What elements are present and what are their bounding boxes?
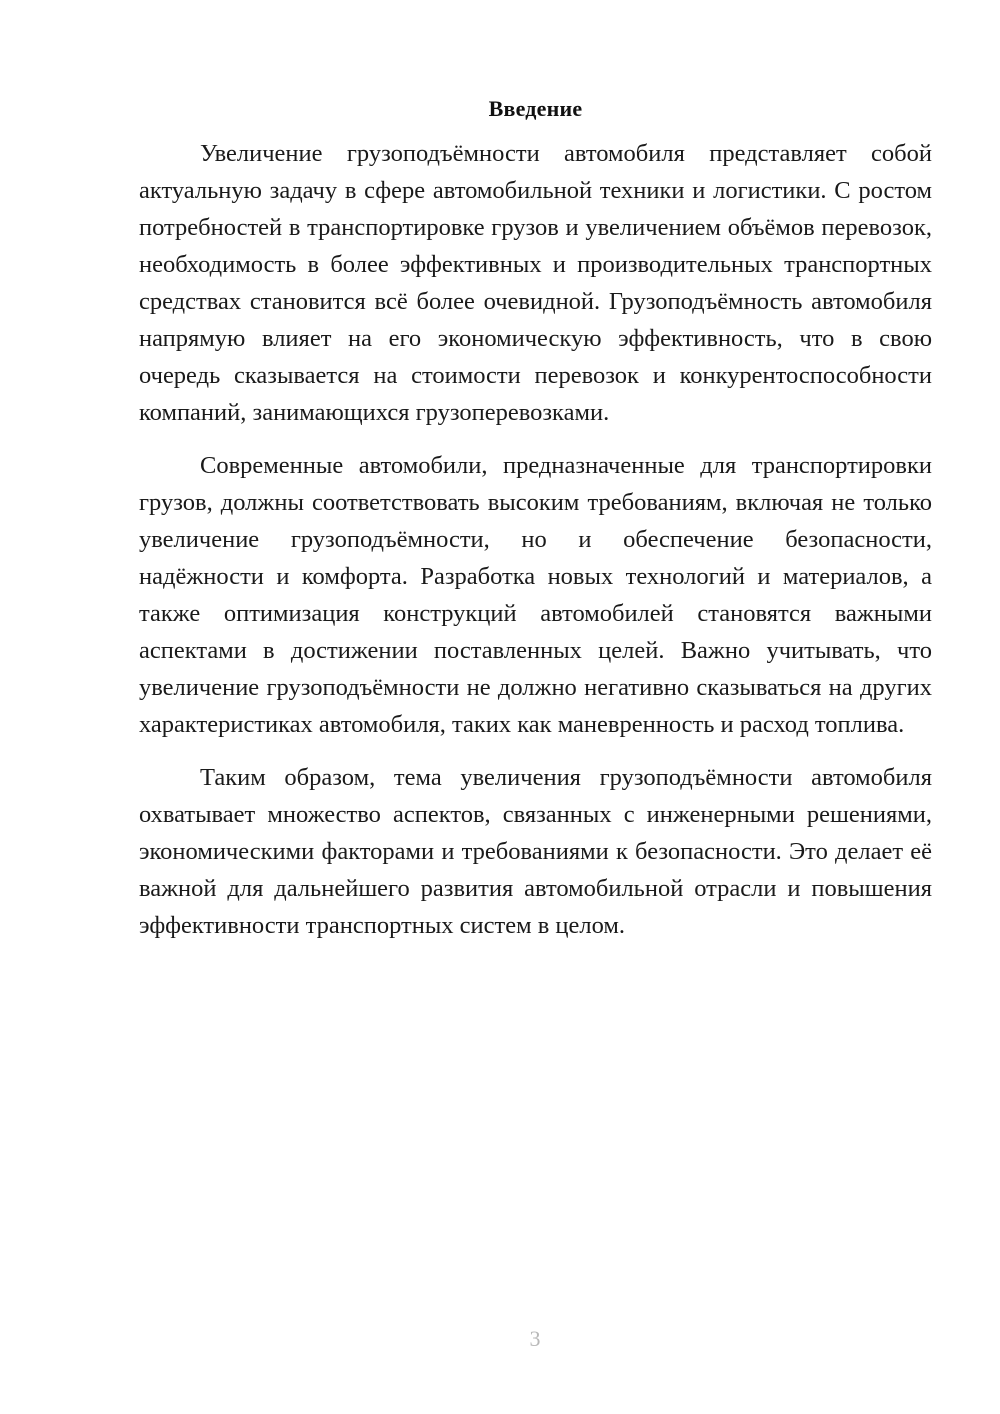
page-number: 3 bbox=[529, 1326, 541, 1351]
body-paragraph: Увеличение грузоподъёмности автомобиля представляет собой актуальную задачу в сфере автомобильной техники и логистики. С ростом потребностей в транспортировке грузов и увеличением объёмов перевозок, необходимость в более эффективных и производительных транспортных средствах становится всё более очевидной. Грузоподъёмность автомобиля напрямую влияет на его экономическую эффективность, что в свою очередь сказывается на стоимости перевозок и конкурентоспособности компаний, занимающихся грузоперевозками. bbox=[139, 140, 932, 426]
body-paragraph: Современные автомобили, предназначенные для транспортировки грузов, должны соответствовать высоким требованиям, включая не только увеличение грузоподъёмности, но и обеспечение безопасности, надёжности и комфорта. Разработка новых технологий и материалов, а также оптимизация конструкций автомобилей становятся важными аспектами в достижении поставленных целей. Важно учитывать, что увеличение грузоподъёмности не должно негативно сказываться на других характеристиках автомобиля, таких как маневренность и расход топлива. bbox=[139, 452, 932, 738]
body-paragraph: Таким образом, тема увеличения грузоподъёмности автомобиля охватывает множество аспектов, связанных с инженерными решениями, экономическими факторами и требованиями к безопасности. Это делает её важной для дальнейшего развития автомобильной отрасли и повышения эффективности транспортных систем в целом. bbox=[139, 764, 932, 939]
page-content bbox=[139, 94, 932, 944]
page-title: Введение bbox=[488, 96, 583, 121]
